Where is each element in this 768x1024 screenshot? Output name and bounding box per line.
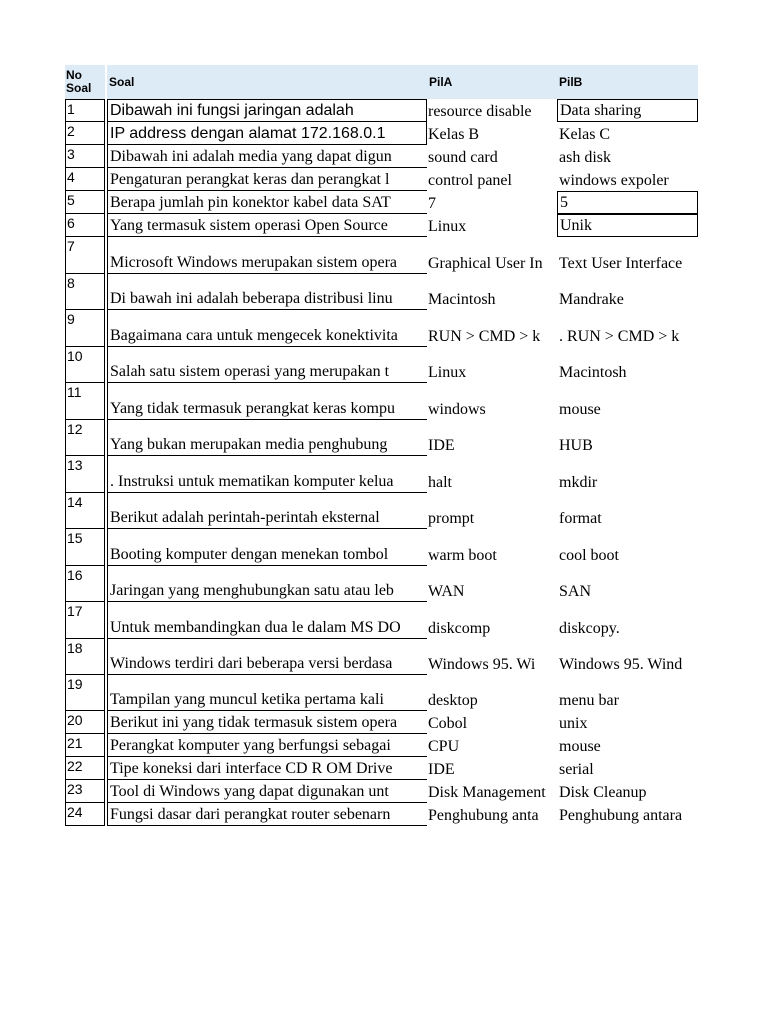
cell-pila[interactable]: WAN [428,583,465,600]
cell-soal[interactable]: Dibawah ini adalah media yang dapat digun [107,145,427,168]
cell-pilb[interactable]: cool boot [559,547,619,564]
cell-soal[interactable]: Dibawah ini fungsi jaringan adalah [107,99,427,122]
cell-pilb[interactable]: mkdir [559,474,598,491]
cell-pilb[interactable]: . RUN > CMD > k [559,328,680,345]
table-row [65,214,698,237]
cell-soal[interactable]: Windows terdiri dari beberapa versi berdasa [107,639,427,675]
table-row [65,803,698,826]
cell-no[interactable]: 6 [65,214,105,237]
cell-no[interactable]: 1 [65,99,105,122]
cell-soal[interactable]: Berikut ini yang tidak termasuk sistem opera [107,711,427,734]
cell-soal[interactable]: Perangkat komputer yang berfungsi sebagai [107,734,427,757]
table-row [65,347,698,383]
cell-pila[interactable]: warm boot [428,547,497,564]
cell-soal[interactable]: Di bawah ini adalah beberapa distribusi linu [107,274,427,310]
cell-no[interactable]: 17 [65,602,105,639]
cell-pilb[interactable]: Data sharing [557,99,698,122]
cell-pilb[interactable]: Text User Interface [559,255,683,272]
table-row [65,145,698,168]
cell-pilb[interactable]: Macintosh [559,364,627,381]
cell-pila[interactable]: windows [428,401,486,418]
table-row [65,529,698,566]
cell-no[interactable]: 7 [65,237,105,274]
cell-soal[interactable]: Microsoft Windows merupakan sistem opera [107,237,427,274]
cell-soal[interactable]: Yang tidak termasuk perangkat keras kompu [107,383,427,420]
cell-pilb[interactable]: SAN [559,583,592,600]
cell-soal[interactable]: Pengaturan perangkat keras dan perangkat l [107,168,427,191]
cell-pila[interactable]: prompt [428,510,475,527]
cell-no[interactable]: 2 [65,122,105,145]
cell-pilb[interactable]: HUB [559,437,593,454]
cell-soal[interactable]: Salah satu sistem operasi yang merupakan t [107,347,427,383]
cell-soal[interactable]: IP address dengan alamat 172.168.0.1 [107,122,427,145]
cell-soal[interactable]: Tool di Windows yang dapat digunakan unt [107,780,427,803]
cell-no[interactable]: 23 [65,780,105,803]
cell-soal[interactable]: Jaringan yang menghubungkan satu atau leb [107,566,427,602]
table-row [65,274,698,310]
cell-no[interactable]: 19 [65,675,105,711]
cell-no[interactable]: 12 [65,420,105,456]
table-row [65,191,698,214]
cell-no[interactable]: 24 [65,803,105,826]
table-row [65,420,698,456]
table-row [65,757,698,780]
table-row [65,711,698,734]
table-row [65,780,698,803]
cell-soal[interactable]: Yang termasuk sistem operasi Open Source [107,214,427,237]
cell-no[interactable]: 9 [65,310,105,347]
cell-pila[interactable]: 7 [428,195,436,212]
cell-soal[interactable]: . Instruksi untuk mematikan komputer kelua [107,456,427,493]
table-row [65,493,698,529]
cell-pilb[interactable]: diskcopy. [559,620,620,637]
cell-pilb[interactable]: 5 [557,191,698,214]
cell-pila[interactable]: RUN > CMD > k [428,328,541,345]
cell-no[interactable]: 3 [65,145,105,168]
cell-no[interactable]: 10 [65,347,105,383]
cell-no[interactable]: 18 [65,639,105,675]
cell-no[interactable]: 5 [65,191,105,214]
header-no-soal[interactable]: No Soal [65,65,105,99]
cell-pilb[interactable]: Unik [557,214,698,237]
cell-soal[interactable]: Tipe koneksi dari interface CD R OM Drive [107,757,427,780]
cell-pila[interactable]: IDE [428,437,455,454]
cell-no[interactable]: 13 [65,456,105,493]
cell-no[interactable]: 8 [65,274,105,310]
cell-pila[interactable]: Linux [428,364,467,381]
cell-pilb[interactable]: format [559,510,602,527]
cell-pila[interactable]: Penghubung anta [428,807,539,824]
cell-pila[interactable]: resource disable [428,103,532,120]
cell-no[interactable]: 14 [65,493,105,529]
cell-pila[interactable]: desktop [428,692,478,709]
cell-pilb[interactable]: Penghubung antara [559,807,683,824]
header-soal[interactable]: Soal [107,65,427,99]
cell-pila[interactable]: CPU [428,738,460,755]
cell-soal[interactable]: Booting komputer dengan menekan tombol [107,529,427,566]
cell-pilb[interactable]: mouse [559,738,601,755]
table-row [65,237,698,274]
cell-soal[interactable]: Berikut adalah perintah-perintah eksternal [107,493,427,529]
cell-pila[interactable]: Cobol [428,715,468,732]
cell-pila[interactable]: IDE [428,761,455,778]
cell-pila[interactable]: Windows 95. Wi [428,656,536,673]
cell-pila[interactable]: halt [428,474,452,491]
cell-pila[interactable]: Macintosh [428,291,496,308]
cell-no[interactable]: 20 [65,711,105,734]
cell-soal[interactable]: Yang bukan merupakan media penghubung [107,420,427,456]
cell-no[interactable]: 22 [65,757,105,780]
cell-pila[interactable]: diskcomp [428,620,491,637]
cell-soal[interactable]: Fungsi dasar dari perangkat router sebenarn [107,803,427,826]
table-row [65,602,698,639]
cell-pilb[interactable]: unix [559,715,588,732]
header-pila[interactable]: PilA [427,65,557,99]
cell-pila[interactable]: sound card [428,149,498,166]
cell-pila[interactable]: Linux [428,218,467,235]
cell-pilb[interactable]: Kelas C [559,126,611,143]
cell-soal[interactable]: Untuk membandingkan dua le dalam MS DO [107,602,427,639]
cell-soal[interactable]: Berapa jumlah pin konektor kabel data SAT [107,191,427,214]
cell-pilb[interactable]: mouse [559,401,601,418]
cell-pila[interactable]: Graphical User In [428,255,543,272]
table-row [65,99,698,122]
table-row [65,168,698,191]
header-row [65,65,698,99]
table-row [65,675,698,711]
cell-pilb[interactable]: Windows 95. Wind [559,656,683,673]
cell-pilb[interactable]: serial [559,761,594,778]
table-row [65,383,698,420]
table-row [65,566,698,602]
cell-no[interactable]: 11 [65,383,105,420]
cell-no[interactable]: 15 [65,529,105,566]
table-row [65,456,698,493]
cell-pila[interactable]: control panel [428,172,512,189]
table-row [65,734,698,757]
header-pilb[interactable]: PilB [557,65,698,99]
cell-no[interactable]: 4 [65,168,105,191]
cell-pilb[interactable]: menu bar [559,692,619,709]
table-row [65,122,698,145]
cell-soal[interactable]: Tampilan yang muncul ketika pertama kali [107,675,427,711]
cell-pila[interactable]: Disk Management [428,784,546,801]
cell-pilb[interactable]: Disk Cleanup [559,784,647,801]
cell-pilb[interactable]: windows expoler [559,172,669,189]
cell-no[interactable]: 21 [65,734,105,757]
cell-pilb[interactable]: Mandrake [559,291,624,308]
cell-soal[interactable]: Bagaimana cara untuk mengecek konektivita [107,310,427,347]
table-row [65,310,698,347]
cell-pila[interactable]: Kelas B [428,126,480,143]
table-row [65,639,698,675]
cell-no[interactable]: 16 [65,566,105,602]
cell-pilb[interactable]: ash disk [559,149,611,166]
